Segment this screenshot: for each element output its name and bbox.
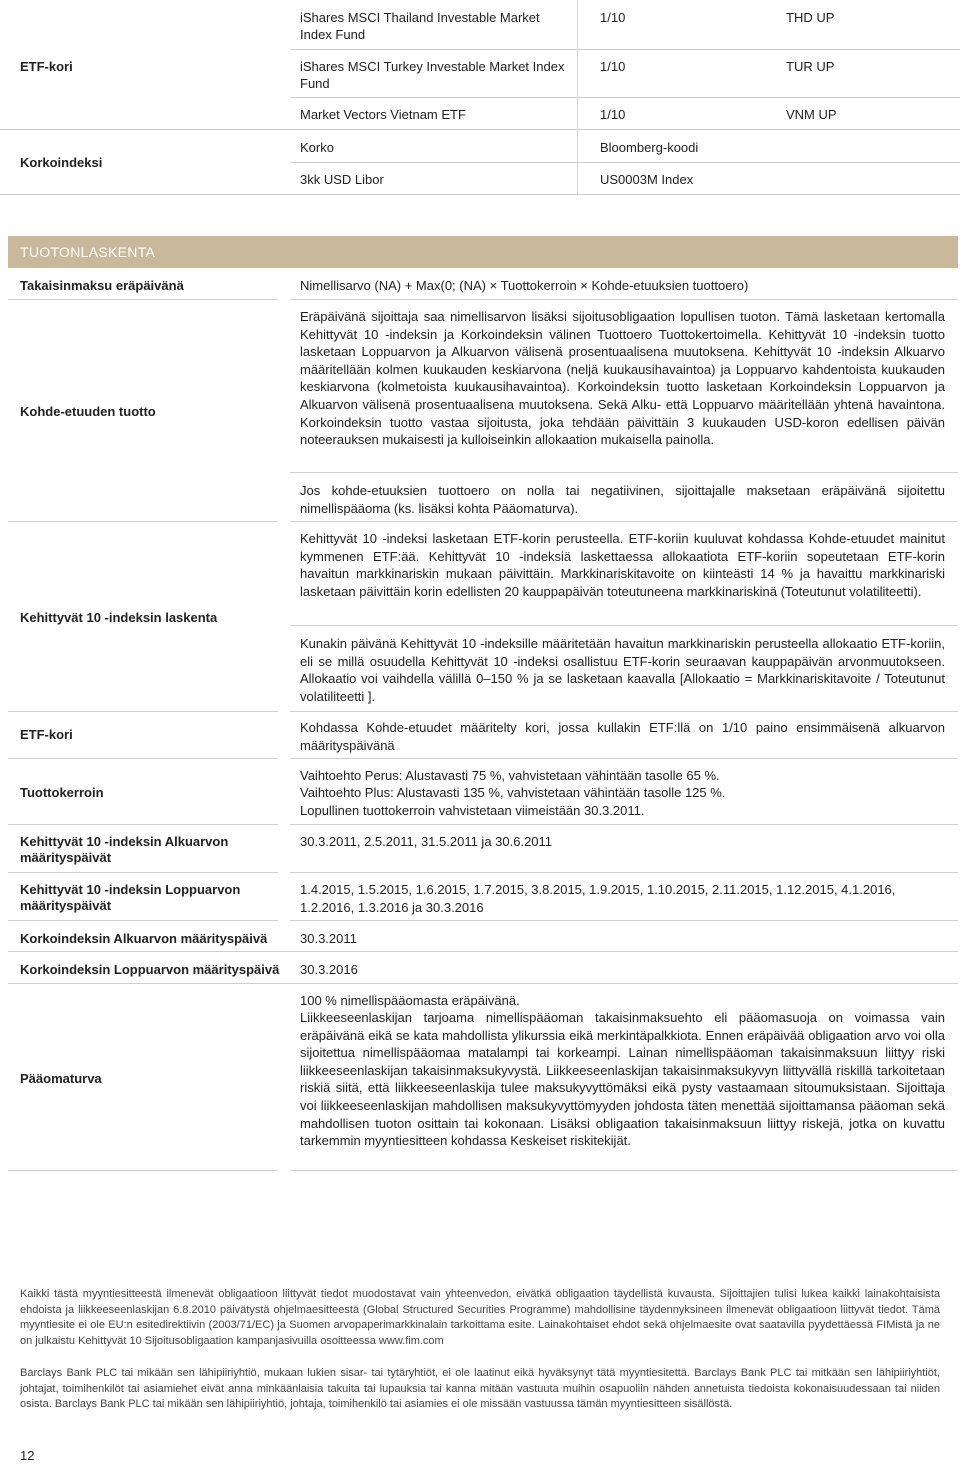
- etf-kori-label: ETF-kori: [20, 59, 73, 74]
- divider: [8, 983, 958, 984]
- footer-disclaimer-2: Barclays Bank PLC tai mikään sen lähipiiriyhtiö, mukaan lukien sisar- tai tytäryhtiöt, ei ole laatinut eikä hyväksynyt tätä myyntiesitettä. Barclays Bank PLC tai mitkään sen lähipiiriyhtiöt, johtajat, toimihenkilöt tai asiamiehet eivät anna minkäänlaisia takuita tai lupauksia tai kanna mitään vastuuta muihin osapuoliin nähden annetuista tiedoista kokonaisuudessaan tai niiden osista. Barclays Bank PLC tai mikään sen lähipiiriyhtiö, johtaja, toimihenkilö tai asiamies ei ole missään vastuussa tämän myyntiesitteen sisällöstä.: [20, 1367, 940, 1410]
- bloomberg-value: US0003M Index: [600, 172, 694, 187]
- paaomaturva-line-1: 100 % nimellispääomasta eräpäivänä.: [300, 993, 520, 1008]
- paaomaturva-label: Pääomaturva: [20, 1071, 102, 1086]
- takaisinmaksu-label: Takaisinmaksu eräpäivänä: [20, 278, 184, 293]
- divider: [0, 129, 960, 130]
- divider: [8, 920, 278, 921]
- section-title: TUOTONLASKENTA: [20, 244, 156, 260]
- paaomaturva-text: Liikkeeseenlaskijan tarjoama nimellispääoman takaisinmaksuehto eli pääomasuoja on voimassa vain eräpäivänä eikä se kata mahdollista ylikurssia eikä merkintäpalkkiota. Ennen eräpäivää obligaation arvo voi olla sijoitettua nimellispääomaa matalampi tai korkeampi. Lainan nimellispääoman takaisinmaksuun liittyy riski liikkeeseenlaskijan takaisinmaksukyvystä. Liikkeeseenlaskijan takaisinmaksukyvyn liittyvällä riskillä tarkoitetaan riskiä siitä, että liikkeeseenlaskija tulee maksukyvyttömäksi eikä pysty vastaamaan sitoumuksistaan. Sijoittaja voi liikkeeseenlaskijan mahdollisen maksukyvyttömyyden johdosta täten menettää sijoittamansa pääoman sekä mahdollisen tuoton osittain tai kokonaan. Lisäksi obligaation takaisinmaksuun liittyy riskejä, jotka on kuvattu tarkemmin myyntiesitteen kohdassa Keskeiset riskitekijät.: [300, 1010, 945, 1149]
- tuottokerroin-line-2: Vaihtoehto Plus: Alustavasti 135 %, vahvistetaan vähintään tasolle 125 %.: [300, 785, 726, 800]
- etf-kori-item-label: ETF-kori: [20, 727, 73, 742]
- etf-name-thailand: iShares MSCI Thailand Investable Market Index Fund: [300, 10, 540, 42]
- divider: [290, 872, 958, 873]
- divider: [0, 194, 960, 195]
- tuottokerroin-line-3: Lopullinen tuottokerroin vahvistetaan viimeistään 30.3.2011.: [300, 803, 645, 818]
- divider: [8, 521, 278, 522]
- divider: [290, 49, 960, 50]
- divider: [290, 472, 958, 473]
- divider: [8, 711, 278, 712]
- loppuarvo-text: 1.4.2015, 1.5.2015, 1.6.2015, 1.7.2015, 3.8.2015, 1.9.2015, 1.10.2015, 2.11.2015, 1.12.2015, 4.1.2016, 1.2.2016, 1.3.2016 ja 30.3.2016: [300, 882, 896, 915]
- divider: [290, 625, 958, 626]
- laskenta-text-2: Kunakin päivänä Kehittyvät 10 -indeksille määritetään havaitun markkinariskin perusteella allokaatio ETF-koriin, eli se millä osuudella Kehittyvät 10 -indeksi osallistuu ETF-korin seuraavan kauppapäivän arvonmuutokseen. Allokaatio voi vaihdella välillä 0–150 % ja se lasketaan kaavalla [Allokaatio = Markkinariskitavoite / Toteutunut volatiliteetti ].: [300, 636, 945, 704]
- etf-ratio-vietnam: 1/10: [600, 107, 626, 122]
- divider: [290, 711, 958, 712]
- etf-kori-item-text: Kohdassa Kohde-etuudet määritelty kori, jossa kullakin ETF:llä on 1/10 paino ensimmäisenä alkuarvon määrityspäivänä: [300, 720, 945, 753]
- korkoindeksi-label: Korkoindeksi: [20, 155, 103, 170]
- korko-alkuarvo-text: 30.3.2011: [300, 931, 357, 946]
- korko-header: Korko: [300, 140, 334, 155]
- etf-ratio-turkey: 1/10: [600, 59, 626, 74]
- korko-alkuarvo-label: Korkoindeksin Alkuarvon määrityspäivä: [20, 931, 268, 946]
- divider: [290, 521, 958, 522]
- tuottokerroin-line-1: Vaihtoehto Perus: Alustavasti 75 %, vahvistetaan vähintään tasolle 65 %.: [300, 768, 720, 783]
- divider: [290, 824, 958, 825]
- page-number: 12: [20, 1448, 35, 1463]
- korko-value: 3kk USD Libor: [300, 172, 384, 187]
- etf-code-turkey: TUR UP: [786, 59, 835, 74]
- divider: [8, 299, 278, 300]
- bloomberg-header: Bloomberg-koodi: [600, 140, 699, 155]
- footer-disclaimer-1: Kaikki tästä myyntiesitteestä ilmenevät obligaatioon liittyvät tiedot muodostavat vain yhteenvedon, eivätkä obligaation täydellistä kuvausta. Sijoittajien tulisi lukea kaikki lainakohtaisista ehdoista ja liikkeeseenlaskijan 6.8.2010 päivätystä ohjelmaesitteestä (Global Structured Securities Programme) mahdollisine täydennyksineen ilmenevät obligaatioon liittyvät tiedot. Tämä myyntiesite ei ole EU:n esitedirektiivin (2003/71/EC) ja Suomen arvopaperimarkkinalain tarkoittama esite. Lainakohtaiset ehdot sekä ohjelmaesite ovat saatavilla pyydettäessä FIMistä ja ne on julkaistu Kehittyvät 10 Sijoitusobligaation kampanjasivuilla osoitteessa www.fim.com: [20, 1288, 940, 1347]
- divider: [8, 1170, 278, 1171]
- divider: [290, 97, 960, 98]
- kohde-etuuden-tuotto-text: Eräpäivänä sijoittaja saa nimellisarvon lisäksi sijoitusobligaation lopullisen tuoton. Tämä lasketaan kertomalla Kehittyvät 10 -indeksin ja Korkoindeksin välinen Tuottoero Tuottokertoimella. Kehittyvät 10 -indeksin tuotto lasketaan Loppuarvon ja Alkuarvon välisenä prosentuaalisena muutoksena. Kehittyvät 10 -indeksin Alkuarvo määritellään kolmen kuukauden keskiarvona (neljä kuukausihavaintoa) ja Loppuarvo kahdentoista kuukauden keskiarvona (kolmetoista kuukausihavaintoa). Korkoindeksin tuotto lasketaan Korkoindeksin Loppuarvon ja Alkuarvon välisenä prosentuaalisena muutoksena. Sekä Alku- että Loppuarvo määritellään yhtenä havaintona. Korkoindeksin tuotto vastaa sijoitusta, joka tehdään päivittäin 3 kuukauden USD-koron edellisen päivän noteerauksen mukaisesti ja kulloiseinkin allokaation mukaisella painolla.: [300, 309, 945, 448]
- laskenta-text: Kehittyvät 10 -indeksi lasketaan ETF-korin perusteella. ETF-koriin kuuluvat kohdassa Kohde-etuudet mainitut kymmenen ETF:ää. Kehittyvät 10 -indeksiä laskettaessa allokaatiota ETF-koriin sopeutetaan ETF-korin havaitun markkinariskin mukaan päivittäin. Markkinariskitavoite on kiinteästi 14 % ja havaittu markkinariski lasketaan päivittäin korin edellisten 20 kauppapäivän toteutuneena markkinariskinä (Toteutunut volatiliteetti).: [300, 531, 945, 599]
- divider: [290, 920, 958, 921]
- laskenta-label: Kehittyvät 10 -indeksin laskenta: [20, 610, 218, 625]
- alkuarvo-label: Kehittyvät 10 -indeksin Alkuarvon määrityspäivät: [20, 834, 229, 865]
- etf-name-vietnam: Market Vectors Vietnam ETF: [300, 107, 466, 122]
- loppuarvo-label: Kehittyvät 10 -indeksin Loppuarvon määrityspäivät: [20, 882, 241, 913]
- divider: [290, 758, 958, 759]
- etf-code-vietnam: VNM UP: [786, 107, 837, 122]
- divider: [290, 299, 958, 300]
- etf-code-thailand: THD UP: [786, 10, 835, 25]
- takaisinmaksu-text: Nimellisarvo (NA) + Max(0; (NA) × Tuottokerroin × Kohde-etuuksien tuottoero): [300, 278, 749, 293]
- korko-loppuarvo-label: Korkoindeksin Loppuarvon määrityspäivä: [20, 962, 280, 977]
- divider: [8, 872, 278, 873]
- korko-loppuarvo-text: 30.3.2016: [300, 962, 358, 977]
- column-divider: [577, 0, 578, 194]
- alkuarvo-text: 30.3.2011, 2.5.2011, 31.5.2011 ja 30.6.2011: [300, 834, 553, 849]
- etf-ratio-thailand: 1/10: [600, 10, 626, 25]
- etf-name-turkey: iShares MSCI Turkey Investable Market Index Fund: [300, 59, 565, 91]
- divider: [8, 758, 278, 759]
- kohde-etuuden-tuotto-text-2: Jos kohde-etuuksien tuottoero on nolla tai negatiivinen, sijoittajalle maksetaan eräpäivänä sijoitettu nimellispääoma (ks. lisäksi kohta Pääomaturva).: [300, 483, 945, 516]
- kohde-etuuden-tuotto-label: Kohde-etuuden tuotto: [20, 404, 156, 419]
- divider: [8, 824, 278, 825]
- divider: [290, 162, 960, 163]
- divider: [8, 951, 958, 952]
- tuottokerroin-label: Tuottokerroin: [20, 785, 104, 800]
- divider: [290, 1170, 958, 1171]
